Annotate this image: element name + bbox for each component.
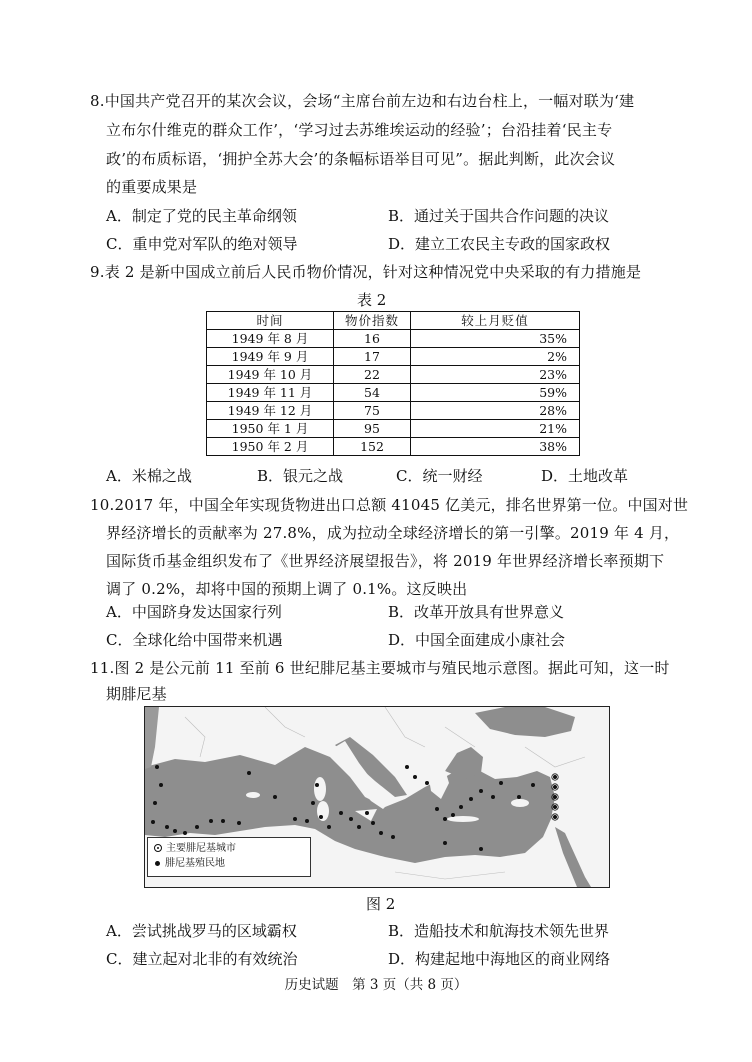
cell-depreciation: 59% <box>411 384 580 402</box>
q11-option-b[interactable]: B．造船技术和航海技术领先世界 <box>388 922 610 940</box>
q8-stem-line-2: 立布尔什维克的群众工作’，‘学习过去苏维埃运动的经验’；台沿挂着‘民主专 <box>106 121 613 139</box>
q10-stem-line-1: 10.2017 年，中国全年实现货物进出口总额 41045 亿美元，排名世界第一位。中国对世 <box>90 496 689 514</box>
cell-depreciation: 2% <box>411 348 580 366</box>
cell-depreciation: 28% <box>411 402 580 420</box>
cell-time: 1950 年 1 月 <box>207 420 334 438</box>
q11-stem-line-1: 11.图 2 是公元前 11 至前 6 世纪腓尼基主要城市与殖民地示意图。据此可知，这一时 <box>90 659 670 677</box>
legend-label-colony: 腓尼基殖民地 <box>165 858 225 869</box>
cell-depreciation: 23% <box>411 366 580 384</box>
q8-stem-line-1: 8.中国共产党召开的某次会议，会场“主席台前左边和右边台柱上，一幅对联为‘建 <box>90 92 635 110</box>
q10-option-d[interactable]: D．中国全面建成小康社会 <box>388 631 566 649</box>
header-time: 时间 <box>207 312 334 330</box>
q8-stem-line-3: 政’的布质标语，‘拥护全苏大会’的条幅标语举目可见”。据此判断，此次会议 <box>106 150 616 168</box>
q11-option-a[interactable]: A．尝试挑战罗马的区域霸权 <box>106 922 297 940</box>
q9-stem: 9.表 2 是新中国成立前后人民币物价情况，针对这种情况党中央采取的有力措施是 <box>90 263 642 281</box>
main-city-marker-icon <box>154 844 162 852</box>
cell-depreciation: 35% <box>411 330 580 348</box>
q9-option-c[interactable]: C．统一财经 <box>396 467 483 485</box>
table-row <box>207 438 580 456</box>
table-row <box>207 348 580 366</box>
price-table <box>206 311 580 456</box>
legend-label-main-city: 主要腓尼基城市 <box>166 843 236 854</box>
cell-time: 1949 年 8 月 <box>207 330 334 348</box>
q9-option-a[interactable]: A．米棉之战 <box>106 467 192 485</box>
phoenicia-map <box>144 706 610 888</box>
cell-index: 16 <box>334 330 411 348</box>
map-legend <box>147 837 311 877</box>
cell-time: 1949 年 11 月 <box>207 384 334 402</box>
table-caption: 表 2 <box>357 291 387 309</box>
table-row <box>207 402 580 420</box>
q8-option-d[interactable]: D．建立工农民主专政的国家政权 <box>388 235 611 253</box>
q10-stem-line-4: 调了 0.2%，却将中国的预期上调了 0.1%。这反映出 <box>106 580 468 598</box>
q8-option-b[interactable]: B．通过关于国共合作问题的决议 <box>388 207 610 225</box>
figure-caption: 图 2 <box>366 895 396 913</box>
q9-option-d[interactable]: D．土地改革 <box>541 467 629 485</box>
q10-option-c[interactable]: C．全球化给中国带来机遇 <box>106 631 283 649</box>
table-row <box>207 420 580 438</box>
header-price-index: 物价指数 <box>334 312 411 330</box>
q10-stem-line-3: 国际货币基金组织发布了《世界经济展望报告》，将 2019 年世界经济增长率预期下 <box>106 552 665 570</box>
cell-index: 22 <box>334 366 411 384</box>
cell-depreciation: 38% <box>411 438 580 456</box>
cell-time: 1949 年 12 月 <box>207 402 334 420</box>
cell-index: 54 <box>334 384 411 402</box>
q8-stem-line-4: 的重要成果是 <box>106 178 198 196</box>
table-row <box>207 384 580 402</box>
q8-option-a[interactable]: A．制定了党的民主革命纲领 <box>106 207 297 225</box>
cell-index: 17 <box>334 348 411 366</box>
cell-index: 152 <box>334 438 411 456</box>
cell-time: 1949 年 9 月 <box>207 348 334 366</box>
q11-option-d[interactable]: D．构建起地中海地区的商业网络 <box>388 950 611 968</box>
colony-marker-icon <box>155 861 160 866</box>
q8-option-c[interactable]: C．重申党对军队的绝对领导 <box>106 235 298 253</box>
q10-option-a[interactable]: A．中国跻身发达国家行列 <box>106 603 282 621</box>
q10-stem-line-2: 界经济增长的贡献率为 27.8%，成为拉动全球经济增长的第一引擎。2019 年 4 月， <box>106 524 680 542</box>
header-depreciation: 较上月贬值 <box>411 312 580 330</box>
table-header-row <box>207 312 580 330</box>
q11-option-c[interactable]: C．建立起对北非的有效统治 <box>106 950 298 968</box>
q11-stem-line-2: 期腓尼基 <box>106 685 167 703</box>
table-row <box>207 366 580 384</box>
cell-time: 1950 年 2 月 <box>207 438 334 456</box>
cell-index: 95 <box>334 420 411 438</box>
cell-time: 1949 年 10 月 <box>207 366 334 384</box>
page-footer: 历史试题 第 3 页（共 8 页） <box>284 977 468 993</box>
cell-index: 75 <box>334 402 411 420</box>
table-row <box>207 330 580 348</box>
legend-item-main-city <box>148 841 310 856</box>
cell-depreciation: 21% <box>411 420 580 438</box>
legend-item-colony <box>148 856 310 871</box>
q10-option-b[interactable]: B．改革开放具有世界意义 <box>388 603 565 621</box>
q9-option-b[interactable]: B．银元之战 <box>257 467 344 485</box>
